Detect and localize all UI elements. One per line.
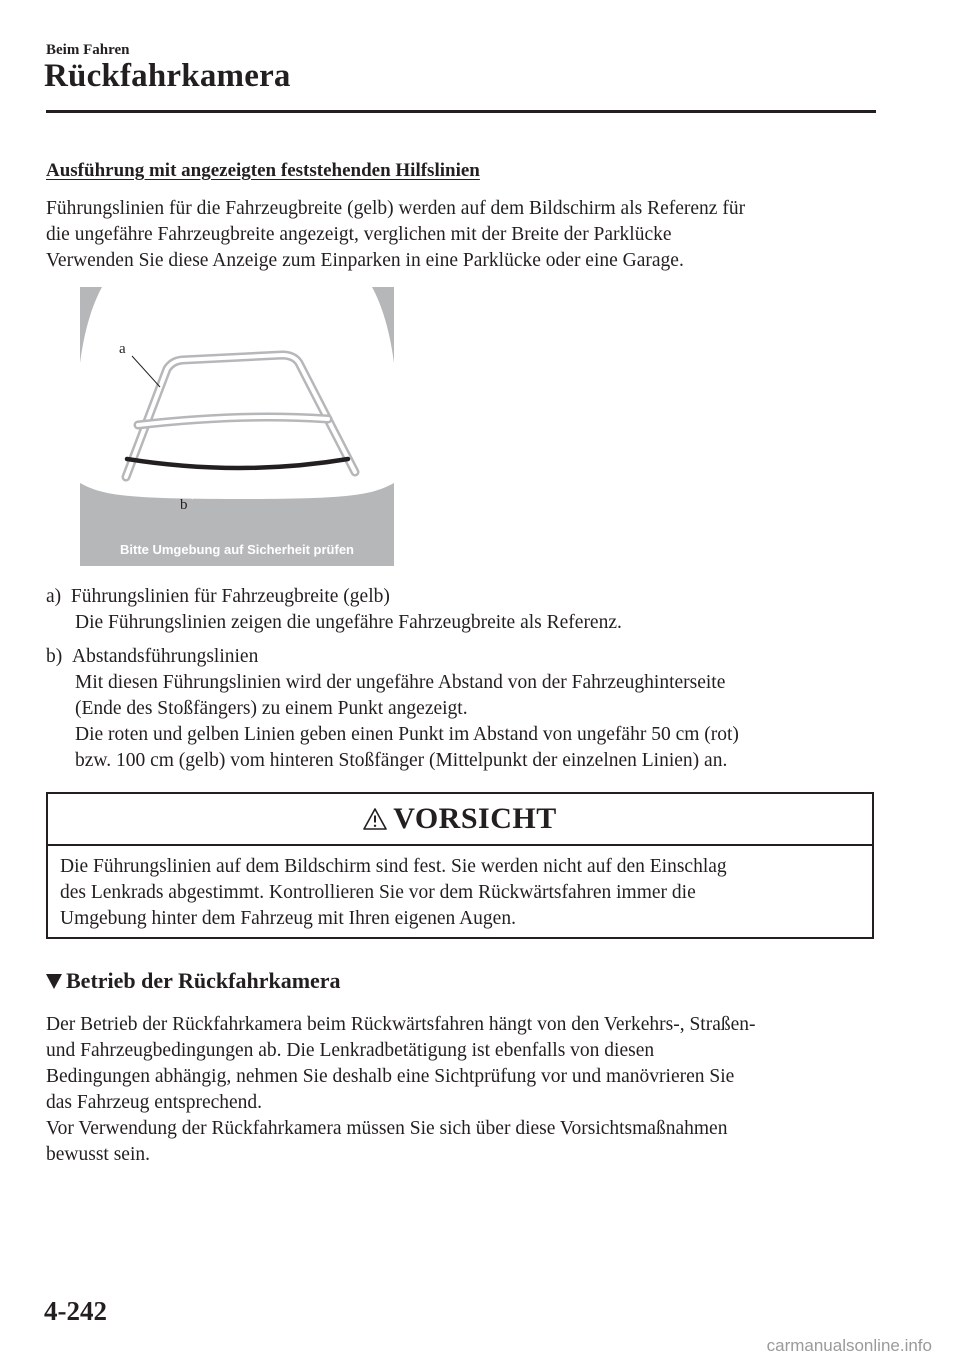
legend-line: (Ende des Stoßfängers) zu einem Punkt angezeigt.: [75, 698, 468, 719]
caution-title: VORSICHT: [393, 802, 557, 835]
caution-line: Umgebung hinter dem Fahrzeug mit Ihren eigenen Augen.: [60, 908, 516, 929]
operation-heading-text: Betrieb der Rückfahrkamera: [66, 968, 341, 993]
page-title: Rückfahrkamera: [44, 58, 291, 94]
operation-line: das Fahrzeug entsprechend.: [46, 1092, 263, 1113]
intro-line: Führungslinien für die Fahrzeugbreite (gelb) werden auf dem Bildschirm als Referenz für: [46, 198, 746, 219]
subsection-heading: Ausführung mit angezeigten feststehenden Hilfslinien: [46, 160, 480, 181]
section-label: Beim Fahren: [46, 42, 130, 58]
caution-box: [46, 792, 874, 939]
callout-label-a: a: [119, 341, 126, 357]
legend-title: Führungslinien für Fahrzeugbreite (gelb): [70, 586, 390, 607]
intro-paragraph: [46, 196, 745, 274]
legend-item-b: [46, 644, 739, 774]
legend-marker: b): [46, 646, 63, 667]
operation-line: Vor Verwendung der Rückfahrkamera müssen Sie sich über diese Vorsichtsmaßnahmen: [46, 1118, 728, 1139]
legend-item-a: [46, 584, 622, 636]
operation-line: Der Betrieb der Rückfahrkamera beim Rückwärtsfahren hängt von den Verkehrs-, Straßen-: [46, 1014, 756, 1035]
rear-camera-screen-figure: [80, 287, 394, 566]
intro-line: Verwenden Sie diese Anzeige zum Einparken in eine Parklücke oder eine Garage.: [46, 250, 684, 271]
operation-line: und Fahrzeugbedingungen ab. Die Lenkradbetätigung ist ebenfalls von diesen: [46, 1040, 655, 1061]
caution-line: Die Führungslinien auf dem Bildschirm sind fest. Sie werden nicht auf den Einschlag: [60, 856, 727, 877]
screen-safety-message: Bitte Umgebung auf Sicherheit prüfen: [119, 542, 355, 557]
legend-line: bzw. 100 cm (gelb) vom hinteren Stoßfänger (Mittelpunkt der einzelnen Linien) an.: [75, 750, 728, 771]
legend-marker: a): [46, 586, 62, 607]
legend-title: Abstandsführungslinien: [72, 646, 259, 667]
page-number: 4-242: [44, 1296, 107, 1326]
callout-label-b: b: [180, 497, 188, 513]
operation-line: bewusst sein.: [46, 1144, 150, 1165]
caution-text: [60, 854, 727, 932]
legend-line: Die Führungslinien zeigen die ungefähre Fahrzeugbreite als Referenz.: [75, 612, 622, 633]
caution-line: des Lenkrads abgestimmt. Kontrollieren Sie vor dem Rückwärtsfahren immer die: [60, 882, 696, 903]
title-divider: [46, 110, 876, 113]
operation-heading: [46, 968, 341, 994]
operation-paragraph: [46, 1012, 756, 1168]
legend-line: Die roten und gelben Linien geben einen Punkt im Abstand von ungefähr 50 cm (rot): [75, 724, 739, 745]
triangle-bullet-icon: [46, 974, 62, 989]
operation-line: Bedingungen abhängig, nehmen Sie deshalb eine Sichtprüfung vor und manövrieren Sie: [46, 1066, 735, 1087]
legend-line: Mit diesen Führungslinien wird der ungefähre Abstand von der Fahrzeughinterseite: [75, 672, 726, 693]
intro-line: die ungefähre Fahrzeugbreite angezeigt, verglichen mit der Breite der Parklücke: [46, 224, 672, 245]
watermark: carmanualsonline.info: [766, 1336, 932, 1355]
warning-triangle-icon: [363, 807, 387, 831]
caution-header: [48, 794, 872, 846]
